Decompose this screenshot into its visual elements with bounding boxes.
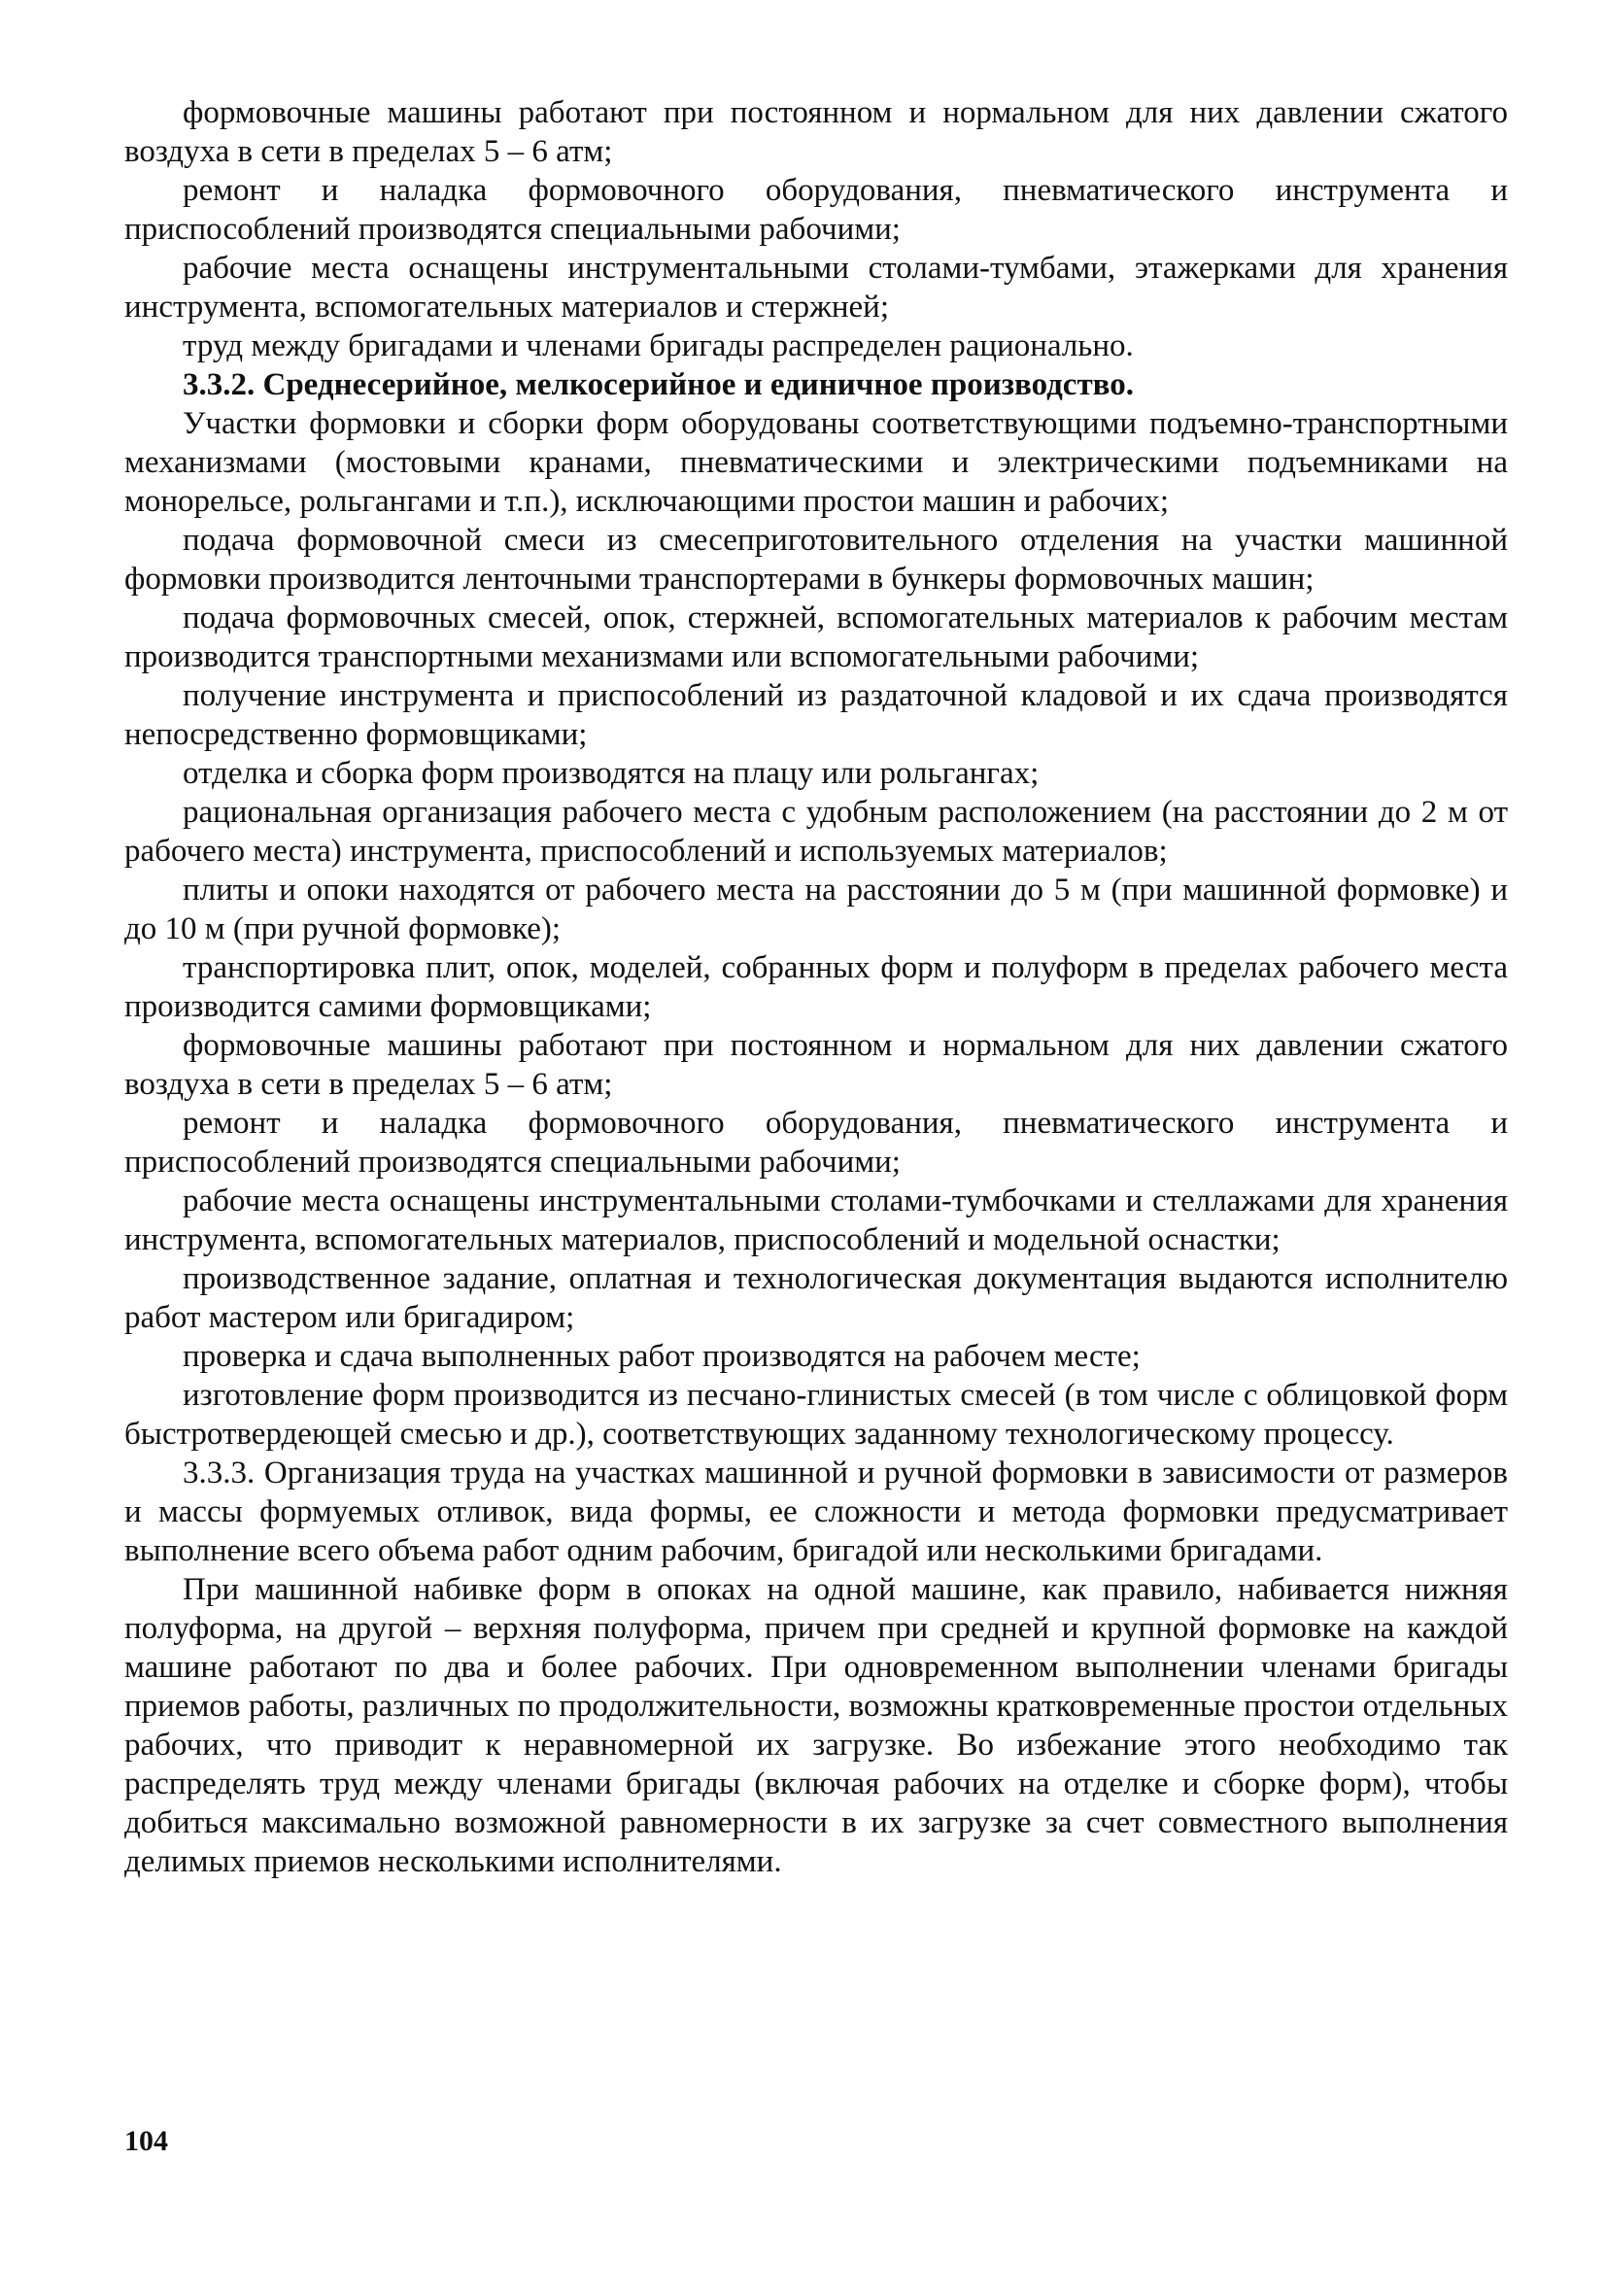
paragraph: 3.3.3. Организация труда на участках машинной и ручной формовки в зависимости от размеров и массы формуемых отливок, вида формы, ее сложности и метода формовки предусматривает выполнение всего объема работ одним рабочим, бригадой или несколькими бригадами. <box>124 1456 1508 1568</box>
paragraph: При машинной набивке форм в опоках на одной машине, как правило, набивается нижняя полуформа, на другой – верхняя полуформа, причем при средней и крупной формовке на каждой машине работают по два и более рабочих. При одновременном выполнении членами бригады приемов работы, различных по продолжительности, возможны кратковременные простои отдельных рабочих, что приводит к неравномерной их загрузке. Во избежание этого необходимо так распределять труд между членами бригады (включая рабочих на отделке и сборке форм), чтобы добиться максимально возможной равномерности в их загрузке за счет совместного выполнения делимых приемов несколькими исполнителями. <box>124 1572 1508 1879</box>
paragraph: труд между бригадами и членами бригады распределен рационально. <box>183 328 1134 363</box>
paragraph: ремонт и наладка формовочного оборудования, пневматического инструмента и приспособлений производятся специальными рабочими; <box>124 173 1508 247</box>
paragraph: рабочие места оснащены инструментальными столами-тумбами, этажерками для хранения инструмента, вспомогательных материалов и стержней; <box>124 251 1508 325</box>
paragraph: плиты и опоки находятся от рабочего места на расстоянии до 5 м (при машинной формовке) и до 10 м (при ручной формовке); <box>124 873 1508 946</box>
paragraph: формовочные машины работают при постоянном и нормальном для них давлении сжатого воздуха в сети в пределах 5 – 6 атм; <box>124 95 1508 169</box>
paragraph: подача формовочных смесей, опок, стержней, вспомогательных материалов к рабочим местам производится транспортными механизмами или вспомогательными рабочими; <box>124 600 1508 674</box>
paragraph: изготовление форм производится из песчано-глинистых смесей (в том числе с облицовкой форм быстротвердеющей смесью и др.), соответствующих заданному технологическому процессу. <box>124 1378 1508 1452</box>
paragraph: рабочие места оснащены инструментальными столами-тумбочками и стеллажами для хранения инструмента, вспомогательных материалов, приспособлений и модельной оснастки; <box>124 1183 1508 1257</box>
paragraph: транспортировка плит, опок, моделей, собранных форм и полуформ в пределах рабочего места производится самими формовщиками; <box>124 950 1508 1024</box>
paragraph: производственное задание, оплатная и технологическая документация выдаются исполнителю работ мастером или бригадиром; <box>124 1261 1508 1335</box>
paragraph: отделка и сборка форм производятся на плацу или рольгангах; <box>183 756 1040 791</box>
body-text <box>124 93 1508 1881</box>
paragraph: ремонт и наладка формовочного оборудования, пневматического инструмента и приспособлений производятся специальными рабочими; <box>124 1106 1508 1180</box>
paragraph: рациональная организация рабочего места с удобным расположением (на расстоянии до 2 м от рабочего места) инструмента, приспособлений и используемых материалов; <box>124 795 1508 869</box>
paragraph: подача формовочной смеси из смесеприготовительного отделения на участки машинной формовки производится ленточными транспортерами в бункеры формовочных машин; <box>124 523 1508 597</box>
paragraph: Участки формовки и сборки форм оборудованы соответствующими подъемно-транспортными механизмами (мостовыми кранами, пневматическими и электрическими подъемниками на монорельсе, рольгангами и т.п.), исключающими простои машин и рабочих; <box>124 406 1508 519</box>
paragraph: проверка и сдача выполненных работ производятся на рабочем месте; <box>183 1339 1141 1374</box>
paragraph: формовочные машины работают при постоянном и нормальном для них давлении сжатого воздуха в сети в пределах 5 – 6 атм; <box>124 1028 1508 1102</box>
paragraph: получение инструмента и приспособлений из раздаточной кладовой и их сдача производятся непосредственно формовщиками; <box>124 678 1508 752</box>
section-heading: 3.3.2. Среднесерийное, мелкосерийное и единичное производство. <box>183 367 1135 402</box>
page-number: 104 <box>124 2125 168 2157</box>
